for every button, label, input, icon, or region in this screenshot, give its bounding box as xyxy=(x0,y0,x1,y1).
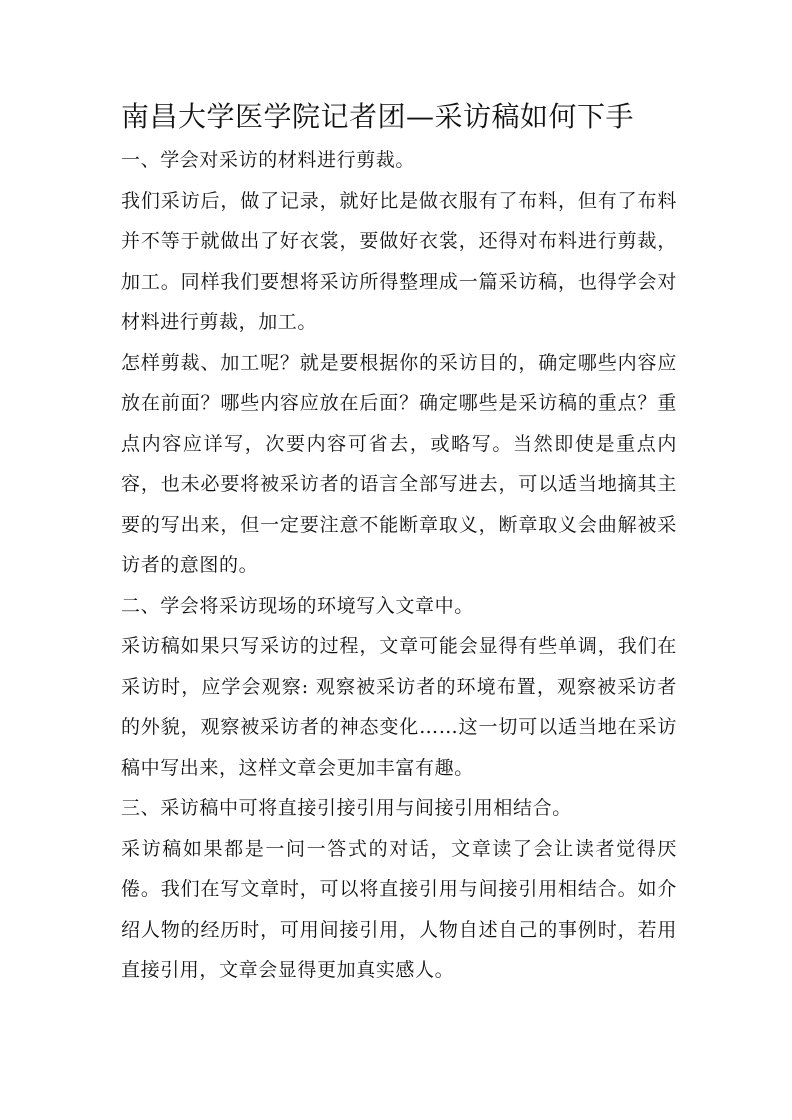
paragraph: 采访稿如果只写采访的过程，文章可能会显得有些单调，我们在采访时，应学会观察: 观察被采访者的环境布置，观察被采访者的外貌，观察被采访者的神态变化……这一切可以适当地在采访稿中写出来，这样文章会更加丰富有趣。 xyxy=(121,635,677,779)
section-heading: 三、采访稿中可将直接引接引用与间接引用相结合。 xyxy=(121,797,572,819)
document-title: 南昌大学医学院记者团—采访稿如何下手 xyxy=(121,100,635,133)
section-heading: 一、学会对采访的材料进行剪裁。 xyxy=(121,149,416,171)
section-paragraphs xyxy=(121,626,677,788)
section-2 xyxy=(121,586,677,789)
section-paragraphs xyxy=(121,181,677,586)
document-body xyxy=(121,96,677,991)
paragraph: 采访稿如果都是一问一答式的对话，文章读了会让读者觉得厌倦。我们在写文章时，可以将直接引用与间接引用相结合。如介绍人物的经历时，可用间接引用，人物自述自己的事例时，若用直接引用，文章会显得更加真实感人。 xyxy=(121,837,677,981)
section-paragraphs xyxy=(121,829,677,991)
section-heading: 二、学会将采访现场的环境写入文章中。 xyxy=(121,594,474,617)
paragraph: 怎样剪裁、加工呢？就是要根据你的采访目的，确定哪些内容应放在前面？哪些内容应放在后面？确定哪些是采访稿的重点？重点内容应详写，次要内容可省去，或略写。当然即使是重点内容，也未必要将被采访者的语言全部写进去，可以适当地摘其主要的写出来，但一定要注意不能断章取义，断章取义会曲解被采访者的意图的。 xyxy=(121,351,677,576)
section-3 xyxy=(121,788,677,991)
paragraph: 我们采访后，做了记录，就好比是做衣服有了布料，但有了布料并不等于就做出了好衣裳，要做好衣裳，还得对布料进行剪裁，加工。同样我们要想将采访所得整理成一篇采访稿，也得学会对材料进行剪裁，加工。 xyxy=(121,189,677,333)
section-1 xyxy=(121,140,677,586)
